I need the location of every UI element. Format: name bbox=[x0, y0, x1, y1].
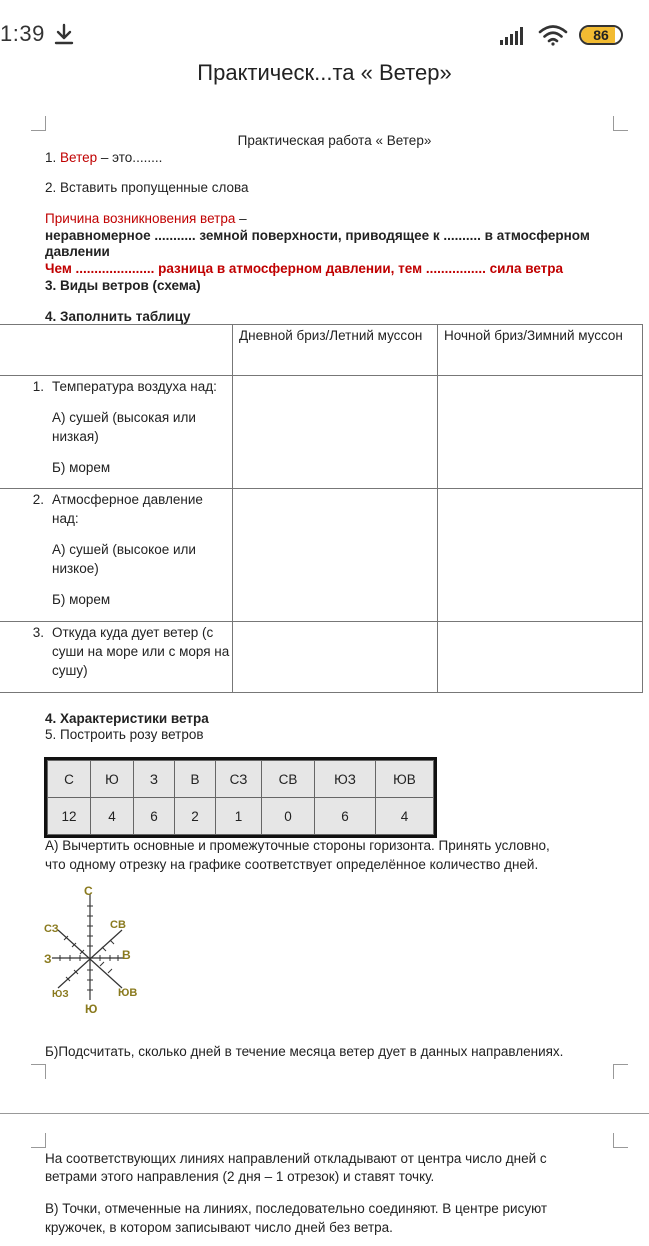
wind-direction-cell: ЮВ bbox=[376, 761, 434, 798]
table-row-label: 1. Температура воздуха над: А) сушей (высокая или низкая) Б) морем bbox=[0, 376, 233, 489]
question-2: 2. Вставить пропущенные слова bbox=[45, 180, 249, 195]
question-4: 4. Заполнить таблицу bbox=[45, 309, 191, 324]
table-header-day: Дневной бриз/Летний муссон bbox=[233, 325, 438, 376]
reason-body-line1: неравномерное ........... земной поверхности, приводящее к .......... в атмосферном bbox=[45, 228, 590, 243]
wind-days-row bbox=[48, 798, 434, 835]
table-cell-empty[interactable] bbox=[233, 489, 438, 622]
table-corner-cell bbox=[0, 325, 233, 376]
question-4b: 4. Характеристики ветра bbox=[45, 711, 209, 726]
table-row bbox=[0, 376, 643, 489]
wind-days-cell: 4 bbox=[91, 798, 134, 835]
page-corner-mark bbox=[31, 1133, 46, 1148]
table-row-label: 3. Откуда куда дует ветер (с суши на море или с моря на сушу) bbox=[0, 622, 233, 693]
table-cell-empty[interactable] bbox=[438, 376, 643, 489]
wifi-icon bbox=[538, 24, 568, 46]
compass-label-e: В bbox=[122, 948, 131, 962]
page-corner-mark bbox=[613, 1064, 628, 1079]
page2-step-c-line1: В) Точки, отмеченные на линиях, последовательно соединяют. В центре рисуют bbox=[45, 1201, 548, 1216]
compass-label-w: З bbox=[44, 952, 52, 966]
table-cell-empty[interactable] bbox=[233, 622, 438, 693]
compass-label-s: Ю bbox=[85, 1002, 98, 1016]
wind-direction-cell: ЮЗ bbox=[315, 761, 376, 798]
compass-label-sw: ЮЗ bbox=[52, 989, 69, 1000]
page-heading: Практическая работа « Ветер» bbox=[237, 133, 432, 148]
wind-directions-row bbox=[48, 761, 434, 798]
page2-line1: На соответствующих линиях направлений откладывают от центра число дней с bbox=[45, 1151, 547, 1166]
download-icon bbox=[53, 22, 75, 46]
wind-days-cell: 0 bbox=[262, 798, 315, 835]
table-cell-empty[interactable] bbox=[233, 376, 438, 489]
battery-percent: 86 bbox=[593, 27, 609, 43]
wind-days-cell: 6 bbox=[134, 798, 175, 835]
compass-label-se: ЮВ bbox=[118, 987, 138, 999]
battery-indicator bbox=[579, 25, 623, 45]
compass-label-n: С bbox=[84, 884, 93, 898]
status-time: 1:39 bbox=[0, 21, 45, 46]
page-corner-mark bbox=[31, 1064, 46, 1079]
task-b: Б)Подсчитать, сколько дней в течение месяца ветер дует в данных направлениях. bbox=[45, 1044, 564, 1059]
table-header-night: Ночной бриз/Зимний муссон bbox=[438, 325, 643, 376]
chem-line: Чем ..................... разница в атмосферном давлении, тем ................ сила ветра bbox=[45, 261, 564, 276]
table-row bbox=[0, 622, 643, 693]
question-1: 1. Ветер – это........ bbox=[45, 150, 163, 165]
task-a-line1: А) Вычертить основные и промежуточные стороны горизонта. Принять условно, bbox=[45, 838, 550, 853]
signal-icon bbox=[500, 27, 528, 45]
page-corner-mark bbox=[31, 116, 46, 131]
term-wind: Ветер bbox=[60, 150, 98, 165]
question-5: 5. Построить розу ветров bbox=[45, 727, 204, 742]
wind-days-cell: 4 bbox=[376, 798, 434, 835]
page-separator bbox=[0, 1113, 649, 1114]
wind-days-cell: 1 bbox=[216, 798, 262, 835]
compass-rose-diagram bbox=[38, 882, 142, 1020]
table-row-label: 2. Атмосферное давление над: А) сушей (высокое или низкое) Б) морем bbox=[0, 489, 233, 622]
wind-direction-cell: СЗ bbox=[216, 761, 262, 798]
table-cell-empty[interactable] bbox=[438, 622, 643, 693]
status-bar bbox=[0, 0, 649, 60]
wind-direction-cell: В bbox=[175, 761, 216, 798]
question-3: 3. Виды ветров (схема) bbox=[45, 278, 201, 293]
wind-direction-cell: Ю bbox=[91, 761, 134, 798]
wind-rose-data-table bbox=[44, 757, 437, 838]
page-corner-mark bbox=[613, 116, 628, 131]
wind-direction-cell: С bbox=[48, 761, 91, 798]
task-a-line2: что одному отрезку на графике соответствует определённое количество дней. bbox=[45, 857, 539, 872]
page2-step-c-line2: кружочек, в котором записывают число дней без ветра. bbox=[45, 1220, 393, 1235]
reason-body-line2: давлении bbox=[45, 244, 110, 259]
document-title: Практическ...та « Ветер» bbox=[197, 60, 452, 85]
table-cell-empty[interactable] bbox=[438, 489, 643, 622]
reason-heading: Причина возникновения ветра – bbox=[45, 211, 247, 226]
wind-days-cell: 12 bbox=[48, 798, 91, 835]
table-row bbox=[0, 489, 643, 622]
page2-line2: ветрами этого направления (2 дня – 1 отрезок) и ставят точку. bbox=[45, 1169, 435, 1184]
wind-days-cell: 6 bbox=[315, 798, 376, 835]
table-header-row bbox=[0, 325, 643, 376]
wind-direction-cell: З bbox=[134, 761, 175, 798]
wind-comparison-table bbox=[0, 324, 643, 693]
wind-days-cell: 2 bbox=[175, 798, 216, 835]
page-corner-mark bbox=[613, 1133, 628, 1148]
wind-direction-cell: СВ bbox=[262, 761, 315, 798]
compass-label-ne: СВ bbox=[110, 919, 126, 931]
compass-label-nw: СЗ bbox=[44, 923, 59, 935]
